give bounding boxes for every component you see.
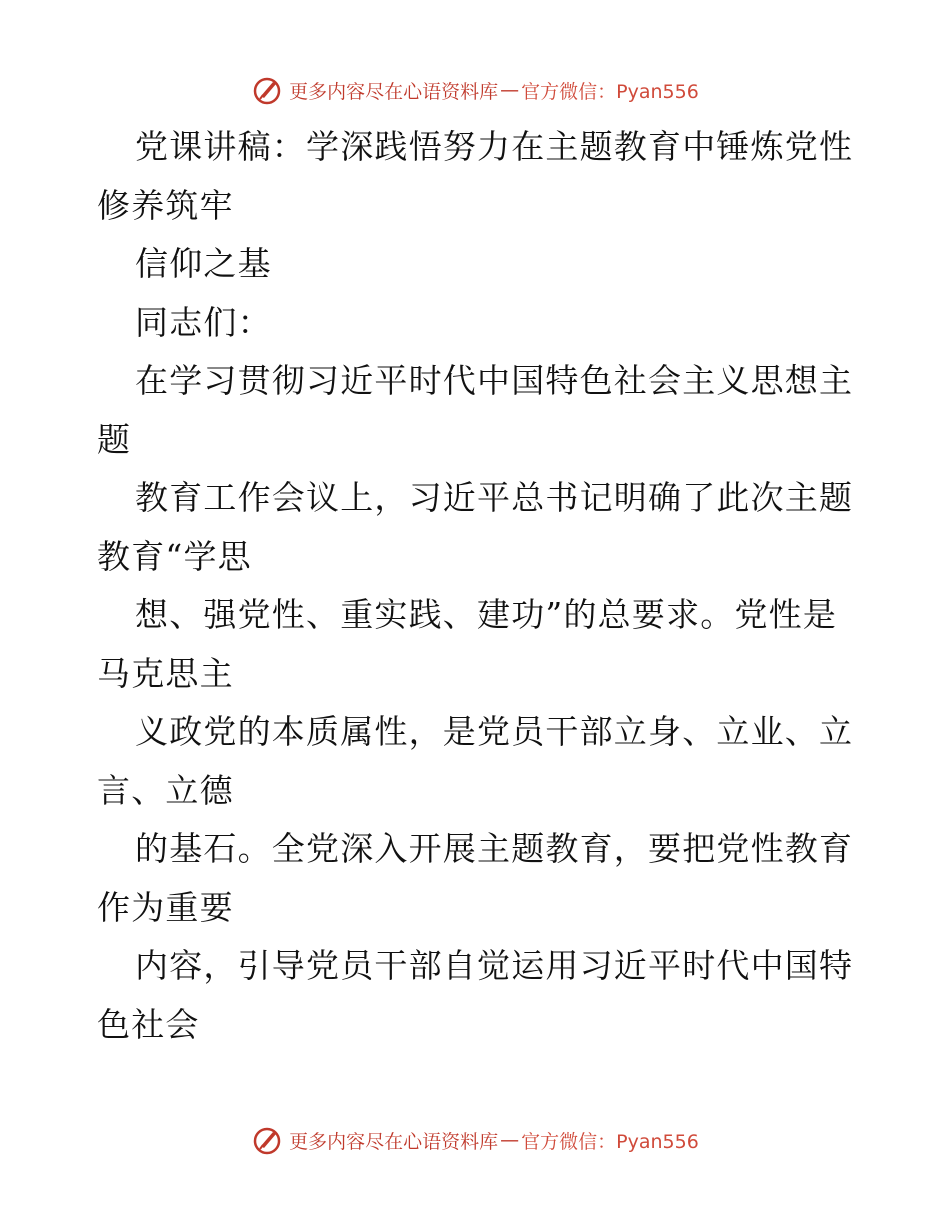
doc-line: 党课讲稿：学深践悟努力在主题教育中锤炼党性 bbox=[135, 127, 854, 166]
watermark-wechat: 官方微信：Pyan556 bbox=[521, 1130, 699, 1153]
footer-watermark bbox=[0, 1120, 950, 1160]
watermark-dash: — bbox=[500, 79, 520, 101]
watermark-site-name: 更多内容尽在心语资料库 bbox=[289, 1130, 499, 1153]
header-watermark bbox=[0, 70, 950, 110]
doc-line: 题 bbox=[97, 419, 132, 459]
doc-line: 教育“学思 bbox=[97, 536, 252, 576]
document-body bbox=[97, 118, 857, 1054]
watermark-wechat: 官方微信：Pyan556 bbox=[521, 80, 699, 103]
doc-line: 修养筑牢 bbox=[97, 185, 234, 225]
doc-line: 色社会 bbox=[97, 1004, 200, 1044]
watermark-site-name: 更多内容尽在心语资料库 bbox=[289, 80, 499, 103]
doc-line: 同志们： bbox=[135, 302, 272, 342]
doc-line: 内容，引导党员干部自觉运用习近平时代中国特 bbox=[135, 946, 854, 985]
quill-seal-icon bbox=[251, 1124, 283, 1156]
doc-line: 作为重要 bbox=[97, 887, 234, 927]
quill-seal-icon bbox=[251, 74, 283, 106]
doc-line: 义政党的本质属性，是党员干部立身、立业、立 bbox=[135, 712, 854, 751]
doc-line: 想、强党性、重实践、建功”的总要求。党性是 bbox=[135, 595, 838, 634]
doc-line: 教育工作会议上，习近平总书记明确了此次主题 bbox=[135, 478, 854, 517]
doc-line: 言、立德 bbox=[97, 770, 234, 810]
doc-line: 的基石。全党深入开展主题教育，要把党性教育 bbox=[135, 829, 854, 868]
doc-line: 马克思主 bbox=[97, 653, 234, 693]
watermark-dash: — bbox=[500, 1129, 520, 1151]
doc-line: 信仰之基 bbox=[135, 244, 272, 283]
doc-line: 在学习贯彻习近平时代中国特色社会主义思想主 bbox=[135, 361, 854, 400]
